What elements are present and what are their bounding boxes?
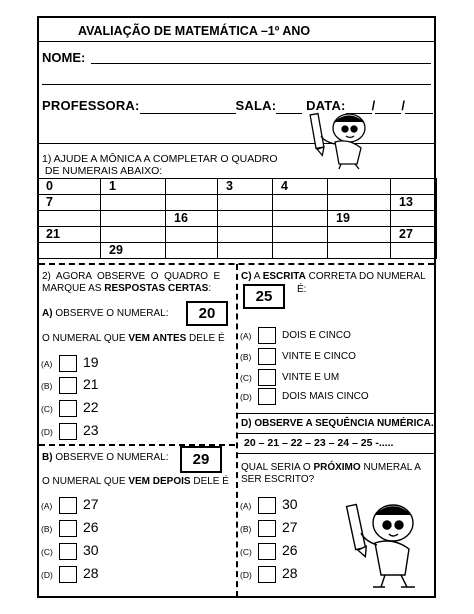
qd-option-letter: (C) bbox=[240, 547, 252, 557]
grid-cell[interactable] bbox=[273, 243, 328, 259]
monica-pencil-illustration-bottom-icon bbox=[345, 495, 427, 591]
grid-cell[interactable] bbox=[218, 243, 273, 259]
qb-option-value: 30 bbox=[83, 542, 99, 558]
grid-row bbox=[38, 211, 437, 227]
grid-row bbox=[38, 195, 437, 211]
qa-text: OBSERVE O NUMERAL: bbox=[52, 308, 169, 319]
qd-seq-bottom bbox=[237, 453, 434, 454]
qb-question-pre: O NUMERAL QUE bbox=[42, 476, 129, 487]
grid-cell[interactable] bbox=[328, 179, 391, 195]
qd-option-value: 30 bbox=[282, 496, 298, 512]
qd-question-pre: QUAL SERIA O bbox=[241, 462, 314, 473]
qd-question-line2: SER ESCRITO? bbox=[241, 474, 315, 485]
title-divider bbox=[37, 41, 436, 42]
qa-question-post: DELE É bbox=[186, 333, 225, 344]
qc-option-value: DOIS E CINCO bbox=[282, 330, 351, 341]
grid-cell: 3 bbox=[218, 179, 273, 195]
qa-option-checkbox[interactable] bbox=[59, 400, 77, 417]
qb-option-checkbox[interactable] bbox=[59, 497, 77, 514]
qc-option-letter: (B) bbox=[240, 352, 252, 362]
qb-option-letter: (B) bbox=[41, 524, 53, 534]
qa-option-checkbox[interactable] bbox=[59, 423, 77, 440]
qc-number-box: 25 bbox=[243, 284, 285, 309]
qc-option-checkbox[interactable] bbox=[258, 388, 276, 405]
qc-option-letter: (D) bbox=[240, 392, 252, 402]
grid-cell: 21 bbox=[38, 227, 101, 243]
professora-field[interactable] bbox=[140, 98, 236, 114]
page-title: AVALIAÇÃO DE MATEMÁTICA –1º ANO bbox=[78, 24, 311, 38]
qc-after: É: bbox=[297, 284, 307, 295]
nome-field[interactable] bbox=[91, 63, 431, 64]
qc-option-value: DOIS MAIS CINCO bbox=[282, 391, 369, 402]
qa-prompt bbox=[42, 308, 169, 320]
qc-pre: A bbox=[251, 271, 263, 282]
qb-option-checkbox[interactable] bbox=[59, 543, 77, 560]
qa-option-value: 22 bbox=[83, 399, 99, 415]
qa-option-value: 23 bbox=[83, 422, 99, 438]
qa-label: A) bbox=[42, 308, 53, 319]
data-sep-1: / bbox=[371, 98, 376, 113]
nome-label: NOME: bbox=[42, 50, 86, 65]
grid-cell[interactable] bbox=[328, 195, 391, 211]
monica-pencil-illustration-icon bbox=[305, 108, 379, 170]
nome-field-line2[interactable] bbox=[42, 84, 431, 85]
qa-option-letter: (C) bbox=[41, 404, 53, 414]
qb-option-value: 26 bbox=[83, 519, 99, 535]
qb-label: B) bbox=[42, 452, 53, 463]
qd-question bbox=[241, 462, 435, 486]
q2-line1: 2) AGORA OBSERVE O QUADRO E bbox=[42, 271, 221, 282]
grid-cell[interactable] bbox=[273, 195, 328, 211]
qb-question-bold: VEM DEPOIS bbox=[128, 476, 191, 487]
qb-option-letter: (A) bbox=[41, 501, 53, 511]
sala-label: SALA: bbox=[235, 98, 277, 113]
qa-question-pre: O NUMERAL QUE bbox=[42, 333, 129, 344]
grid-row bbox=[38, 179, 437, 195]
q2-line2-bold: RESPOSTAS CERTAS bbox=[104, 283, 209, 294]
q1-instructions bbox=[42, 153, 278, 177]
qb-option-value: 28 bbox=[83, 565, 99, 581]
qc-option-checkbox[interactable] bbox=[258, 348, 276, 365]
grid-cell[interactable] bbox=[101, 227, 166, 243]
grid-cell: 16 bbox=[166, 211, 218, 227]
qd-question-line1 bbox=[241, 462, 435, 474]
qc-post: CORRETA DO NUMERAL bbox=[305, 271, 426, 282]
grid-cell[interactable] bbox=[38, 211, 101, 227]
column-divider-dashed bbox=[236, 264, 238, 597]
grid-cell: 29 bbox=[101, 243, 166, 259]
qc-option-value: VINTE E CINCO bbox=[282, 351, 356, 362]
sala-field[interactable] bbox=[276, 98, 302, 114]
qb-option-letter: (D) bbox=[41, 570, 53, 580]
qa-option-checkbox[interactable] bbox=[59, 355, 77, 372]
grid-cell[interactable] bbox=[391, 243, 437, 259]
qc-label: C) bbox=[241, 271, 252, 282]
qd-option-checkbox[interactable] bbox=[258, 520, 276, 537]
grid-cell: 19 bbox=[328, 211, 391, 227]
grid-row bbox=[38, 227, 437, 243]
q2-intro bbox=[42, 271, 237, 295]
data-month-field[interactable] bbox=[375, 98, 401, 114]
qd-top-line bbox=[237, 413, 434, 414]
qd-question-post: NUMERAL A bbox=[360, 462, 421, 473]
grid-cell[interactable] bbox=[391, 179, 437, 195]
grid-cell[interactable] bbox=[166, 195, 218, 211]
qb-text: OBSERVE O NUMERAL: bbox=[52, 452, 169, 463]
grid-cell: 1 bbox=[101, 179, 166, 195]
data-sep-2: / bbox=[401, 98, 406, 113]
qd-option-checkbox[interactable] bbox=[258, 566, 276, 583]
qd-question-bold: PRÓXIMO bbox=[313, 462, 361, 473]
qb-option-checkbox[interactable] bbox=[59, 520, 77, 537]
qc-option-checkbox[interactable] bbox=[258, 369, 276, 386]
qb-option-value: 27 bbox=[83, 496, 99, 512]
grid-cell[interactable] bbox=[101, 211, 166, 227]
qd-option-letter: (B) bbox=[240, 524, 252, 534]
grid-row bbox=[38, 243, 437, 259]
qa-question bbox=[42, 333, 225, 345]
qc-option-letter: (A) bbox=[240, 331, 252, 341]
numeral-grid bbox=[37, 178, 437, 259]
grid-cell[interactable] bbox=[273, 211, 328, 227]
grid-cell: 7 bbox=[38, 195, 101, 211]
q2-line2 bbox=[42, 283, 237, 295]
qc-option-checkbox[interactable] bbox=[258, 327, 276, 344]
qa-option-letter: (D) bbox=[41, 427, 53, 437]
grid-cell[interactable] bbox=[328, 227, 391, 243]
qd-option-value: 26 bbox=[282, 542, 298, 558]
qa-option-value: 19 bbox=[83, 354, 99, 370]
data-year-field[interactable] bbox=[405, 98, 433, 114]
grid-cell[interactable] bbox=[391, 211, 437, 227]
grid-cell[interactable] bbox=[101, 195, 166, 211]
qd-option-checkbox[interactable] bbox=[258, 543, 276, 560]
grid-cell: 4 bbox=[273, 179, 328, 195]
qb-question-post: DELE É bbox=[190, 476, 229, 487]
q1-line2: DE NUMERAIS ABAIXO: bbox=[42, 165, 163, 177]
grid-cell: 13 bbox=[391, 195, 437, 211]
data-label: DATA: bbox=[306, 98, 346, 113]
qd-seq-top bbox=[237, 433, 434, 434]
qa-option-letter: (A) bbox=[41, 359, 53, 369]
qc-bold: ESCRITA bbox=[262, 271, 306, 282]
grid-cell: 0 bbox=[38, 179, 101, 195]
grid-cell[interactable] bbox=[218, 211, 273, 227]
grid-cell[interactable] bbox=[218, 195, 273, 211]
grid-cell[interactable] bbox=[166, 227, 218, 243]
qc-prompt bbox=[241, 271, 433, 283]
qd-prompt: D) OBSERVE A SEQUÊNCIA NUMÉRICA. bbox=[241, 418, 434, 429]
qd-option-value: 27 bbox=[282, 519, 298, 535]
q2-line2-text: MARQUE AS bbox=[42, 283, 105, 294]
grid-cell[interactable] bbox=[38, 243, 101, 259]
grid-cell[interactable] bbox=[166, 243, 218, 259]
grid-cell[interactable] bbox=[166, 179, 218, 195]
qb-option-checkbox[interactable] bbox=[59, 566, 77, 583]
qd-sequence: 20 – 21 – 22 – 23 – 24 – 25 -..... bbox=[244, 437, 394, 449]
qb-question bbox=[42, 476, 229, 488]
qa-number-box: 20 bbox=[186, 301, 228, 326]
qa-option-letter: (B) bbox=[41, 381, 53, 391]
qd-option-value: 28 bbox=[282, 565, 298, 581]
qb-prompt bbox=[42, 452, 169, 464]
grid-cell[interactable] bbox=[328, 243, 391, 259]
grid-cell[interactable] bbox=[273, 227, 328, 243]
professora-label: PROFESSORA: bbox=[42, 98, 140, 113]
qa-option-value: 21 bbox=[83, 376, 99, 392]
qa-question-bold: VEM ANTES bbox=[128, 333, 187, 344]
qb-number-box: 29 bbox=[180, 446, 222, 473]
grid-cell: 27 bbox=[391, 227, 437, 243]
q2-line2-post: : bbox=[208, 283, 212, 294]
q1-line1: 1) AJUDE A MÔNICA A COMPLETAR O QUADRO bbox=[42, 153, 278, 165]
qd-option-letter: (D) bbox=[240, 570, 252, 580]
qd-option-checkbox[interactable] bbox=[258, 497, 276, 514]
qa-option-checkbox[interactable] bbox=[59, 377, 77, 394]
qb-option-letter: (C) bbox=[41, 547, 53, 557]
qc-option-letter: (C) bbox=[240, 373, 252, 383]
qc-option-value: VINTE E UM bbox=[282, 372, 340, 383]
grid-cell[interactable] bbox=[218, 227, 273, 243]
qd-option-letter: (A) bbox=[240, 501, 252, 511]
